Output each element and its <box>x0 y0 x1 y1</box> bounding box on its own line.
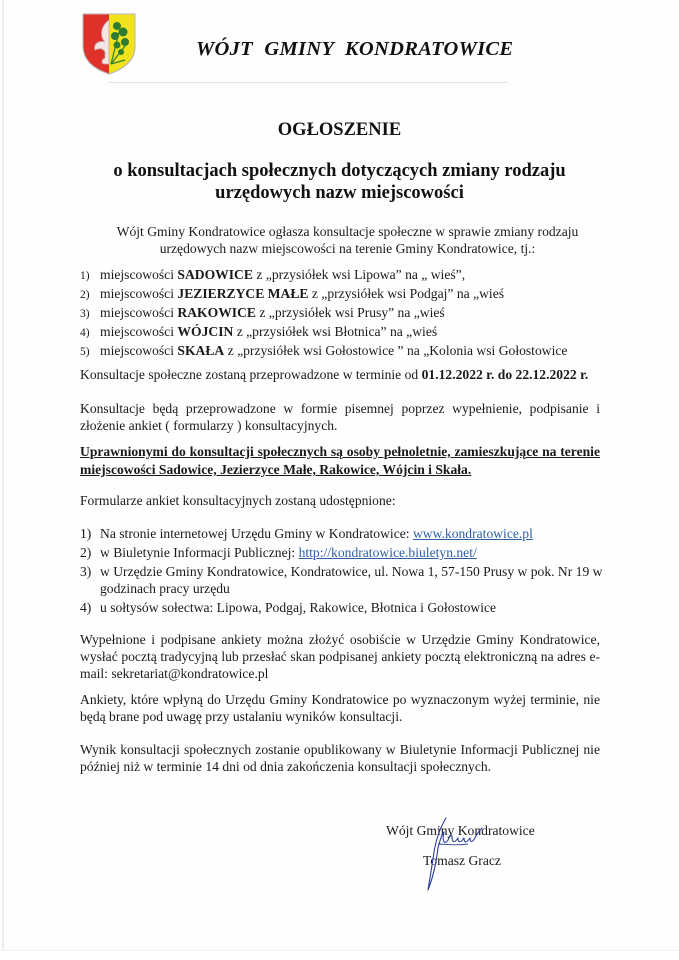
header-title: WÓJT GMINY KONDRATOWICE <box>196 38 514 60</box>
dates-range: 01.12.2022 r. do 22.12.2022 r. <box>421 367 589 382</box>
signatory-name: Tomasz Gracz <box>423 853 501 868</box>
list-item <box>80 525 610 542</box>
item-number: 3) <box>80 564 92 579</box>
list-item <box>80 323 620 342</box>
intro-paragraph <box>80 223 615 257</box>
item-number: 4) <box>80 600 92 615</box>
list-item <box>80 342 620 361</box>
item-number: 1) <box>80 526 92 541</box>
forms-availability-intro: Formularze ankiet konsultacyjnych zostaną udostępnione: <box>80 493 396 508</box>
dates-text: Konsultacje społeczne zostaną przeprowadzone w terminie od <box>80 367 422 382</box>
handwritten-signature-icon <box>420 814 500 894</box>
item-text: z „przysiółek wsi Błotnica” na „wieś <box>233 324 438 339</box>
consultation-dates <box>80 366 600 383</box>
item-text: w Biuletynie Informacji Publicznej: <box>100 545 299 560</box>
intro-line: Wójt Gminy Kondratowice ogłasza konsultacje społeczne w sprawie zmiany rodzaju <box>116 224 579 239</box>
locality-name: JEZIERZYCE MAŁE <box>177 286 309 301</box>
item-text: u sołtysów sołectwa: Lipowa, Podgaj, Rakowice, Błotnica i Gołostowice <box>100 600 497 615</box>
item-text: z „przysiółek wsi Prusy” na „wieś <box>255 305 445 320</box>
eligibility-paragraph: Uprawnionymi do konsultacji społecznych są osoby pełnoletnie, zamieszkujące na terenie miejscowości Sadowice, Jezierzyce Małe, Rakowice, Wójcin i Skała. <box>80 444 600 477</box>
list-item <box>80 304 620 323</box>
locality-name: SKAŁA <box>177 343 225 358</box>
results-paragraph: Wynik konsultacji społecznych zostanie opublikowany w Biuletynie Informacji Publicznej nie później niż w terminie 14 dni od dnia zakończenia konsultacji społecznych. <box>80 742 600 774</box>
item-number: 5) <box>80 346 90 358</box>
page-edge <box>2 0 4 950</box>
locality-name: SADOWICE <box>177 267 253 282</box>
header-divider <box>108 82 508 83</box>
document-subtitle <box>0 160 679 204</box>
item-text: Na stronie internetowej Urzędu Gminy w Kondratowice: <box>100 526 413 541</box>
intro-line: urzędowych nazw miejscowości na terenie Gminy Kondratowice, tj.: <box>159 241 536 256</box>
list-item <box>80 285 620 304</box>
localities-list <box>80 266 620 361</box>
signatory-role: Wójt Gminy Kondratowice <box>386 823 535 838</box>
document-title: OGŁOSZENIE <box>277 120 402 140</box>
list-item <box>80 563 610 597</box>
item-prefix: miejscowości <box>100 343 178 358</box>
item-text: w Urzędzie Gminy Kondratowice, Kondratowice, ul. Nowa 1, 57-150 Prusy w pok. Nr 19 w godzinach pracy urzędu <box>100 564 603 596</box>
item-prefix: miejscowości <box>100 305 178 320</box>
website-link[interactable]: www.kondratowice.pl <box>412 526 533 541</box>
item-number: 2) <box>80 289 90 301</box>
subtitle-line: o konsultacjach społecznych dotyczących zmiany rodzaju <box>113 161 566 181</box>
locality-name: RAKOWICE <box>177 305 256 320</box>
late-submission-paragraph: Ankiety, które wpłyną do Urzędu Gminy Kondratowice po wyznaczonym wyżej terminie, nie będą brane pod uwagę przy ustalaniu wyników konsultacji. <box>80 692 600 724</box>
coat-of-arms-icon <box>81 12 137 76</box>
item-number: 3) <box>80 308 90 320</box>
item-prefix: miejscowości <box>100 324 178 339</box>
item-text: z „przysiółek wsi Gołostowice ” na „Kolonia wsi Gołostowice <box>224 343 568 358</box>
item-prefix: miejscowości <box>100 267 178 282</box>
item-number: 1) <box>80 270 90 282</box>
list-item <box>80 266 620 285</box>
page-bottom-edge <box>0 950 679 960</box>
subtitle-line: urzędowych nazw miejscowości <box>215 183 464 203</box>
list-item <box>80 544 610 561</box>
submission-paragraph: Wypełnione i podpisane ankiety można złożyć osobiście w Urzędzie Gminy Kondratowice, wysłać pocztą tradycyjną lub przesłać skan podpisanej ankiety pocztą elektroniczną na adres e-mail: sekretariat@kondratowice.pl <box>80 632 600 681</box>
item-number: 2) <box>80 545 92 560</box>
consultation-form-paragraph: Konsultacje będą przeprowadzone w formie pisemnej poprzez wypełnienie, podpisanie i złożenie ankiet ( formularzy ) konsultacyjnych. <box>80 401 600 433</box>
item-number: 4) <box>80 327 90 339</box>
item-text: z „przysiółek wsi Lipowa” na „ wieś”, <box>252 267 466 282</box>
availability-list <box>80 525 610 618</box>
item-prefix: miejscowości <box>100 286 178 301</box>
bip-link[interactable]: http://kondratowice.biuletyn.net/ <box>298 545 477 560</box>
locality-name: WÓJCIN <box>177 324 234 339</box>
item-text: z „przysiółek wsi Podgaj” na „wieś <box>308 286 505 301</box>
list-item <box>80 599 610 616</box>
